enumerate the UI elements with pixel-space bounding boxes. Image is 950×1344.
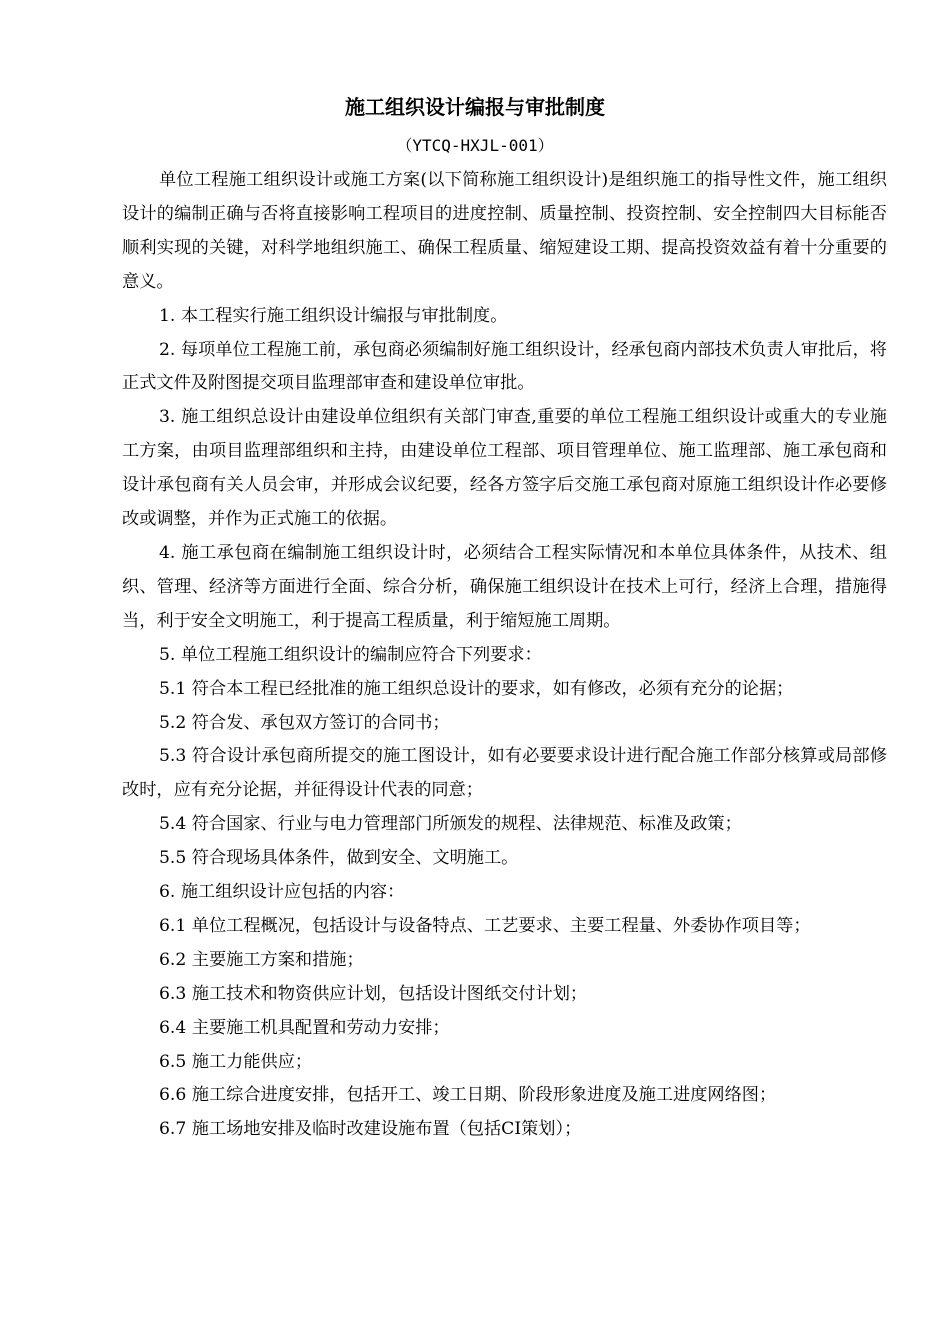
- clause-6-5: 6.5 施工力能供应；: [159, 1051, 313, 1072]
- document-title: 施工组织设计编报与审批制度: [345, 95, 605, 119]
- clause-5-4: 5.4 符合国家、行业与电力管理部门所颁发的规程、法律规范、标准及政策；: [159, 814, 742, 835]
- clause-6-1: 6.1 单位工程概况，包括设计与设备特点、工艺要求、主要工程量、外委协作项目等；: [159, 915, 811, 936]
- clause-6-3: 6.3 施工技术和物资供应计划，包括设计图纸交付计划；: [159, 983, 588, 1004]
- document-body: [122, 164, 887, 1147]
- clause-6: 6. 施工组织设计应包括的内容：: [159, 882, 405, 903]
- clause-4: 4. 施工承包商在编制施工组织设计时，必须结合工程实际情况和本单位具体条件，从技术、组织、管理、经济等方面进行全面、综合分析，确保施工组织设计在技术上可行，经济上合理，措施得当，利于安全文明施工，利于提高工程质量，利于缩短施工周期。: [122, 542, 887, 631]
- document-code: （YTCQ-HXJL-001）: [396, 136, 554, 155]
- clause-5-5: 5.5 符合现场具体条件，做到安全、文明施工。: [159, 848, 519, 869]
- clause-6-6: 6.6 施工综合进度安排，包括开工、竣工日期、阶段形象进度及施工进度网络图；: [159, 1085, 777, 1106]
- clause-3: 3. 施工组织总设计由建设单位组织有关部门审查,重要的单位工程施工组织设计或重大的专业施工方案，由项目监理部组织和主持，由建设单位工程部、项目管理单位、施工监理部、施工承包商和设计承包商有关人员会审，并形成会议纪要，经各方签字后交施工承包商对原施工组织设计作必要修改或调整，并作为正式施工的依据。: [122, 407, 887, 530]
- clause-5-1: 5.1 符合本工程已经批准的施工组织总设计的要求，如有修改，必须有充分的论据；: [159, 678, 794, 699]
- clause-1: 1. 本工程实行施工组织设计编报与审批制度。: [159, 305, 508, 326]
- clause-6-2: 6.2 主要施工方案和措施；: [159, 949, 364, 970]
- clause-6-4: 6.4 主要施工机具配置和劳动力安排；: [159, 1017, 450, 1038]
- intro-paragraph: 单位工程施工组织设计或施工方案(以下简称施工组织设计)是组织施工的指导性文件，施工组织设计的编制正确与否将直接影响工程项目的进度控制、质量控制、投资控制、安全控制四大目标能否顺利实现的关键，对科学地组织施工、确保工程质量、缩短建设工期、提高投资效益有着十分重要的意义。: [122, 170, 887, 292]
- clause-5-3: 5.3 符合设计承包商所提交的施工图设计，如有必要要求设计进行配合施工作部分核算或局部修改时，应有充分论据，并征得设计代表的同意；: [122, 746, 887, 801]
- clause-5: 5. 单位工程施工组织设计的编制应符合下列要求：: [159, 644, 542, 665]
- clause-5-2: 5.2 符合发、承包双方签订的合同书；: [159, 712, 450, 733]
- clause-2: 2. 每项单位工程施工前，承包商必须编制好施工组织设计，经承包商内部技术负责人审批后，将正式文件及附图提交项目监理部审查和建设单位审批。: [122, 339, 887, 394]
- clause-6-7: 6.7 施工场地安排及临时改建设施布置（包括CI策划）；: [159, 1119, 582, 1140]
